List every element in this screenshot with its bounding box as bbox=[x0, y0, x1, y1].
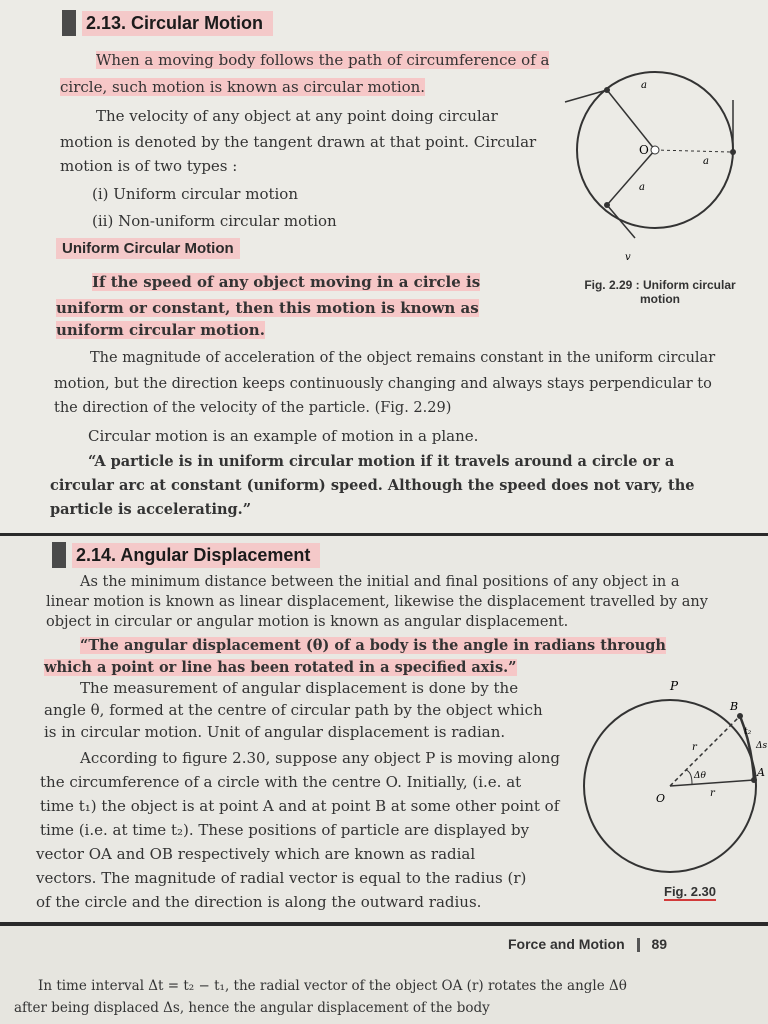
particle-top bbox=[604, 87, 610, 93]
para4: Circular motion is an example of motion in a plane. bbox=[88, 427, 479, 445]
velocity-arrow-bottom bbox=[607, 205, 635, 238]
section-heading-2-13 bbox=[62, 10, 273, 36]
para2-line2: motion is denoted by the tangent drawn at that point. Circular bbox=[60, 133, 537, 151]
text-line: uniform circular motion. bbox=[56, 321, 265, 339]
figure-angular-displacement bbox=[580, 676, 768, 876]
radius-to-right bbox=[655, 150, 731, 152]
label-t2: t₂ bbox=[744, 727, 752, 737]
page-section-angular-displacement bbox=[0, 536, 768, 922]
label-a-top: a bbox=[641, 80, 647, 91]
type-item-2: (ii) Non-uniform circular motion bbox=[92, 212, 337, 230]
figure-caption-2-30 bbox=[664, 884, 716, 899]
label-r-upper: r bbox=[692, 742, 697, 753]
para3-line3: the direction of the velocity of the particle. (Fig. 2.29) bbox=[54, 400, 452, 416]
running-head-text: Force and Motion bbox=[508, 936, 625, 952]
caption-line: motion bbox=[640, 292, 680, 306]
para1-line1: As the minimum distance between the initial and final positions of any object in a bbox=[80, 574, 680, 590]
quote-line1 bbox=[80, 636, 666, 656]
label-a: A bbox=[757, 766, 765, 779]
quote-line1: “A particle is in uniform circular motion if it travels around a circle or a bbox=[88, 453, 675, 470]
particle-right bbox=[730, 149, 736, 155]
text-line: which a point or line has been rotated in a specified axis.” bbox=[44, 659, 517, 676]
radius-to-bottom bbox=[607, 150, 655, 205]
label-b: B bbox=[730, 700, 739, 713]
text-line: circle, such motion is known as circular motion. bbox=[60, 78, 426, 96]
section-title: 2.13. Circular Motion bbox=[82, 11, 273, 36]
caption-text: Fig. 2.30 bbox=[664, 884, 717, 899]
particle-bottom bbox=[604, 202, 610, 208]
heading-marker bbox=[62, 10, 76, 36]
figure-uniform-circular-motion bbox=[555, 40, 755, 280]
definition-line3 bbox=[56, 320, 265, 340]
para3-line7: of the circle and the direction is along the outward radius. bbox=[36, 893, 482, 911]
text-line: If the speed of any object moving in a circle is bbox=[92, 273, 481, 291]
label-p: P bbox=[670, 679, 679, 693]
section-title: 2.14. Angular Displacement bbox=[72, 543, 320, 568]
radius-to-top bbox=[607, 90, 655, 150]
para1-line3: object in circular or angular motion is known as angular displacement. bbox=[46, 614, 569, 630]
angle-arc bbox=[686, 770, 692, 784]
label-r-lower: r bbox=[710, 788, 715, 799]
label-o: O bbox=[656, 792, 666, 805]
para1-line1 bbox=[96, 50, 549, 70]
para2-line3: is in circular motion. Unit of angular displacement is radian. bbox=[44, 723, 506, 741]
running-head bbox=[508, 936, 667, 952]
label-ds: Δs bbox=[756, 741, 768, 751]
velocity-arrow-top bbox=[565, 90, 607, 102]
center-point bbox=[651, 146, 659, 154]
caption-line: Fig. 2.29 : Uniform circular bbox=[584, 278, 736, 292]
text-line: When a moving body follows the path of circumference of a bbox=[96, 51, 550, 69]
para3-line1: According to figure 2.30, suppose any object P is moving along bbox=[80, 749, 560, 767]
para3-line4: time (i.e. at time t₂). These positions of particle are displayed by bbox=[40, 821, 530, 839]
type-item-1: (i) Uniform circular motion bbox=[92, 185, 298, 203]
quote-line3: particle is accelerating.” bbox=[50, 501, 252, 518]
footer-line1: In time interval Δt = t₂ − t₁, the radial vector of the object OA (r) rotates the angle Δθ bbox=[38, 978, 627, 994]
text-line: uniform or constant, then this motion is known as bbox=[56, 299, 479, 317]
subheading-uniform: Uniform Circular Motion bbox=[56, 238, 240, 259]
para2-line1: The velocity of any object at any point doing circular bbox=[96, 107, 498, 125]
para2-line1: The measurement of angular displacement is done by the bbox=[80, 679, 519, 697]
para3-line6: vectors. The magnitude of radial vector is equal to the radius (r) bbox=[36, 869, 527, 887]
quote-line2: circular arc at constant (uniform) speed. Although the speed does not vary, the bbox=[50, 477, 695, 494]
page-number: 89 bbox=[651, 936, 668, 952]
para1-line2 bbox=[60, 77, 425, 97]
para3-line5: vector OA and OB respectively which are known as radial bbox=[36, 845, 476, 863]
footer-line2: after being displaced Δs, hence the angular displacement of the body bbox=[14, 1000, 490, 1016]
label-a-bottom: a bbox=[639, 182, 645, 193]
label-v-bottom: v bbox=[625, 252, 631, 263]
heading-marker bbox=[52, 542, 66, 568]
para2-line2: angle θ, formed at the centre of circular path by the object which bbox=[44, 701, 543, 719]
radius-oa bbox=[670, 780, 754, 786]
label-a-right: a bbox=[703, 156, 709, 167]
para3-line3: time t₁) the object is at point A and at point B at some other point of bbox=[40, 797, 560, 815]
definition-line1 bbox=[92, 272, 480, 292]
para3-line2: motion, but the direction keeps continuously changing and always stays perpendicular to bbox=[54, 376, 712, 392]
para3-line1: The magnitude of acceleration of the object remains constant in the uniform circular bbox=[90, 350, 716, 366]
figure-caption-2-29 bbox=[565, 278, 755, 306]
page-footer-section bbox=[0, 926, 768, 1024]
quote-line2 bbox=[44, 658, 517, 678]
para3-line2: the circumference of a circle with the centre O. Initially, (i.e. at bbox=[40, 773, 522, 791]
definition-line2 bbox=[56, 298, 479, 318]
point-b bbox=[737, 713, 743, 719]
separator bbox=[637, 938, 640, 952]
para1-line2: linear motion is known as linear displacement, likewise the displacement travelled by any bbox=[46, 594, 708, 610]
label-dtheta: Δθ bbox=[694, 771, 706, 781]
para2-line3: motion is of two types : bbox=[60, 157, 238, 175]
text-line: “The angular displacement (θ) of a body is the angle in radians through bbox=[80, 637, 666, 654]
section-heading-2-14 bbox=[52, 542, 320, 568]
center-label: O bbox=[639, 143, 649, 157]
